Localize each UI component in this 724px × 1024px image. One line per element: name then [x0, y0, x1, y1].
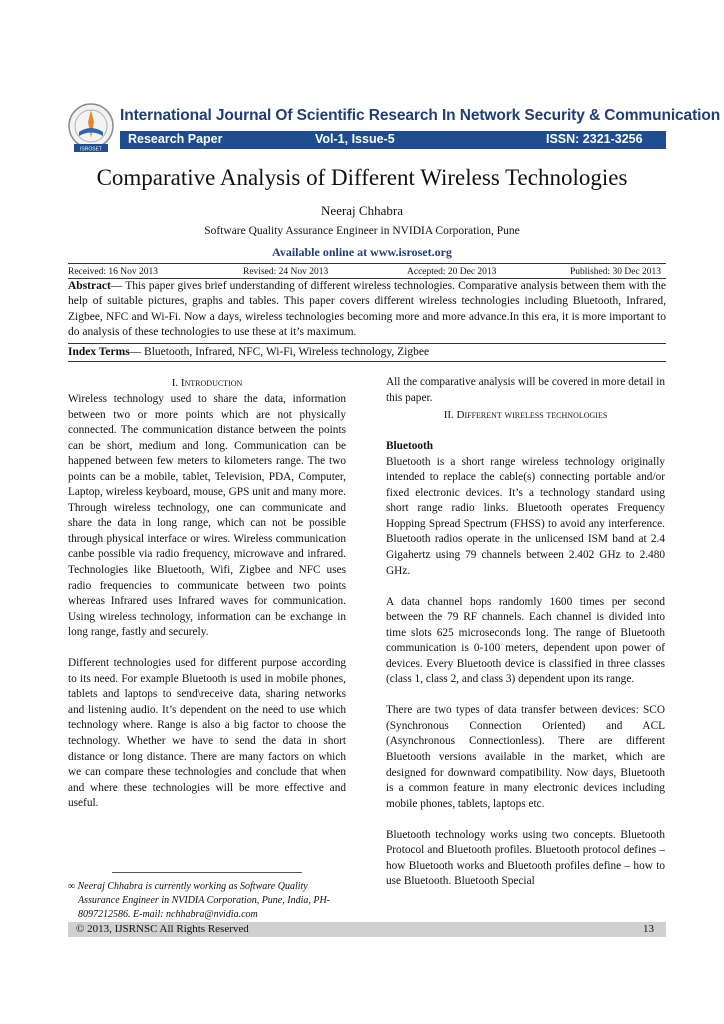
index-terms — [68, 345, 666, 360]
journal-logo-icon — [64, 102, 118, 154]
footer-bar — [68, 922, 666, 937]
section-heading-introduction: I. Introduction — [171, 377, 243, 389]
bluetooth-paragraph: Bluetooth technology works using two concepts. Bluetooth Protocol and Bluetooth profiles. Bluetooth protocol defines – how Bluetooth works and Bluetooth profiles define – how to use Bluetooth. Bluetooth Special — [386, 828, 665, 888]
journal-title: International Journal Of Scientific Research In Network Security & Communication — [120, 107, 721, 124]
accepted-date: Accepted: 20 Dec 2013 — [407, 267, 497, 277]
right-column — [386, 375, 665, 890]
published-date: Published: 30 Dec 2013 — [570, 267, 662, 277]
analysis-paragraph: All the comparative analysis will be covered in more detail in this paper. — [386, 376, 665, 404]
page-number: 13 — [643, 923, 654, 935]
abstract-text: — This paper gives brief understanding of different wireless technologies. Comparative analysis between them with the help of suitable pictures, graphs and tables. This paper covers different wireless technologies including Bluetooth, Infrared, Zigbee, NFC and Wi-Fi. Now a days, wireless technologies becoming more and more advance.In this era, it is more important to do analysis of these technologies to use these at it’s maximum. — [68, 280, 666, 338]
footnote-line: 8097212586. E-mail: nchhabra@nvidia.com — [78, 909, 258, 920]
intro-paragraph: Different technologies used for different purpose according to its need. For example Bluetooth is used in mobile phones, tablets and laptops to send\receive data, sharing networks and listening audio. It’s dependent on the need to use which technology where. Range is also a big factor to choose the technology. Whether we have to send the data in short distance or long distance. There are many factors on which we can compare these technologies and conclude that when and where these technologies will be more effective and useful. — [68, 657, 346, 810]
subheading-bluetooth: Bluetooth — [386, 440, 434, 453]
paper-type: Research Paper — [128, 132, 223, 146]
bluetooth-paragraph: Bluetooth is a short range wireless technology originally intended to replace the cable(s) connecting portable and/or fixed electronic devices. It’s a technology standard using short range radio links. Bluetooth operates Frequency Hopping Spread Spectrum (FHSS) to avoid any interference. Bluetooth radios operate in the unlicensed ISM band at 2.4 Gigahertz using 79 channels between 2.402 GHz to 2.480 GHz. — [386, 455, 665, 577]
author-affiliation: Software Quality Assurance Engineer in NVIDIA Corporation, Pune — [204, 225, 520, 237]
intro-paragraph: Wireless technology used to share the data, information between two or more points which are not physically connected. The communication distance between the points can be short, medium and long. Communication can be happened between few meters to kilometers range. The two points can be a mobile, tablet, Television, PDA, Computer, Laptop, wireless keyboard, mouse, GPS unit and many more. Through wireless technology, one can communicate and share the data in long range, which can not be possible through physical interface or wires. Wireless communication canbe possible via radio frequency, microwave and infrared. Technologies like Bluetooth, Wifi, Zigbee and NFC uses radio frequencies to communicate between two points whereas Infrared uses Infrared waves for communication. Using wireless technology, information can be exchange in long range, fastly and securely. — [68, 393, 346, 639]
section-heading-wireless-technologies: II. Different wireless technologies — [443, 409, 608, 422]
paper-title: Comparative Analysis of Different Wireless Technologies — [96, 165, 628, 190]
svg-text:ISROSET: ISROSET — [80, 146, 102, 153]
bluetooth-paragraph: There are two types of data transfer between devices: SCO (Synchronous Connection Oriented) and ACL (Asynchronous Connectionless). There are different Bluetooth versions available in the market, which are designed for downward compatibility. Now days, Bluetooth is a common feature in many electronic devices including mobile phones, tablets, laptops etc. — [386, 704, 665, 810]
left-column — [68, 392, 346, 812]
bluetooth-paragraph: A data channel hops randomly 1600 times per second between the 79 RF channels. Each channel is divided into time slots 625 microseconds long. The range of Bluetooth communication is 0-100 meters, dependent upon power of devices. Every Bluetooth device is classified in three classes (class 1, class 2, and class 3) dependent upon its range. — [386, 595, 665, 686]
received-date: Received: 16 Nov 2013 — [68, 267, 158, 277]
author-name: Neeraj Chhabra — [321, 203, 403, 218]
abstract-label: Abstract — [68, 280, 111, 292]
footnote — [68, 880, 348, 922]
divider — [68, 343, 666, 344]
header-bar — [120, 131, 666, 149]
divider — [68, 361, 666, 362]
issn: ISSN: 2321-3256 — [546, 132, 643, 146]
divider — [68, 263, 666, 264]
abstract — [68, 279, 666, 340]
volume-issue: Vol-1, Issue-5 — [315, 132, 395, 146]
revised-date: Revised: 24 Nov 2013 — [243, 267, 329, 277]
available-online-link[interactable]: Available online at www.isroset.org — [272, 245, 452, 259]
index-terms-label: Index Terms — [68, 346, 130, 358]
copyright: © 2013, IJSRNSC All Rights Reserved — [76, 923, 249, 935]
index-terms-text: — Bluetooth, Infrared, NFC, Wi-Fi, Wireless technology, Zigbee — [129, 346, 430, 358]
footnote-line: ∞ Neeraj Chhabra is currently working as Software Quality — [68, 881, 308, 892]
footnote-divider — [112, 872, 302, 873]
footnote-line: Assurance Engineer in NVIDIA Corporation, Pune, India, PH- — [78, 895, 331, 906]
